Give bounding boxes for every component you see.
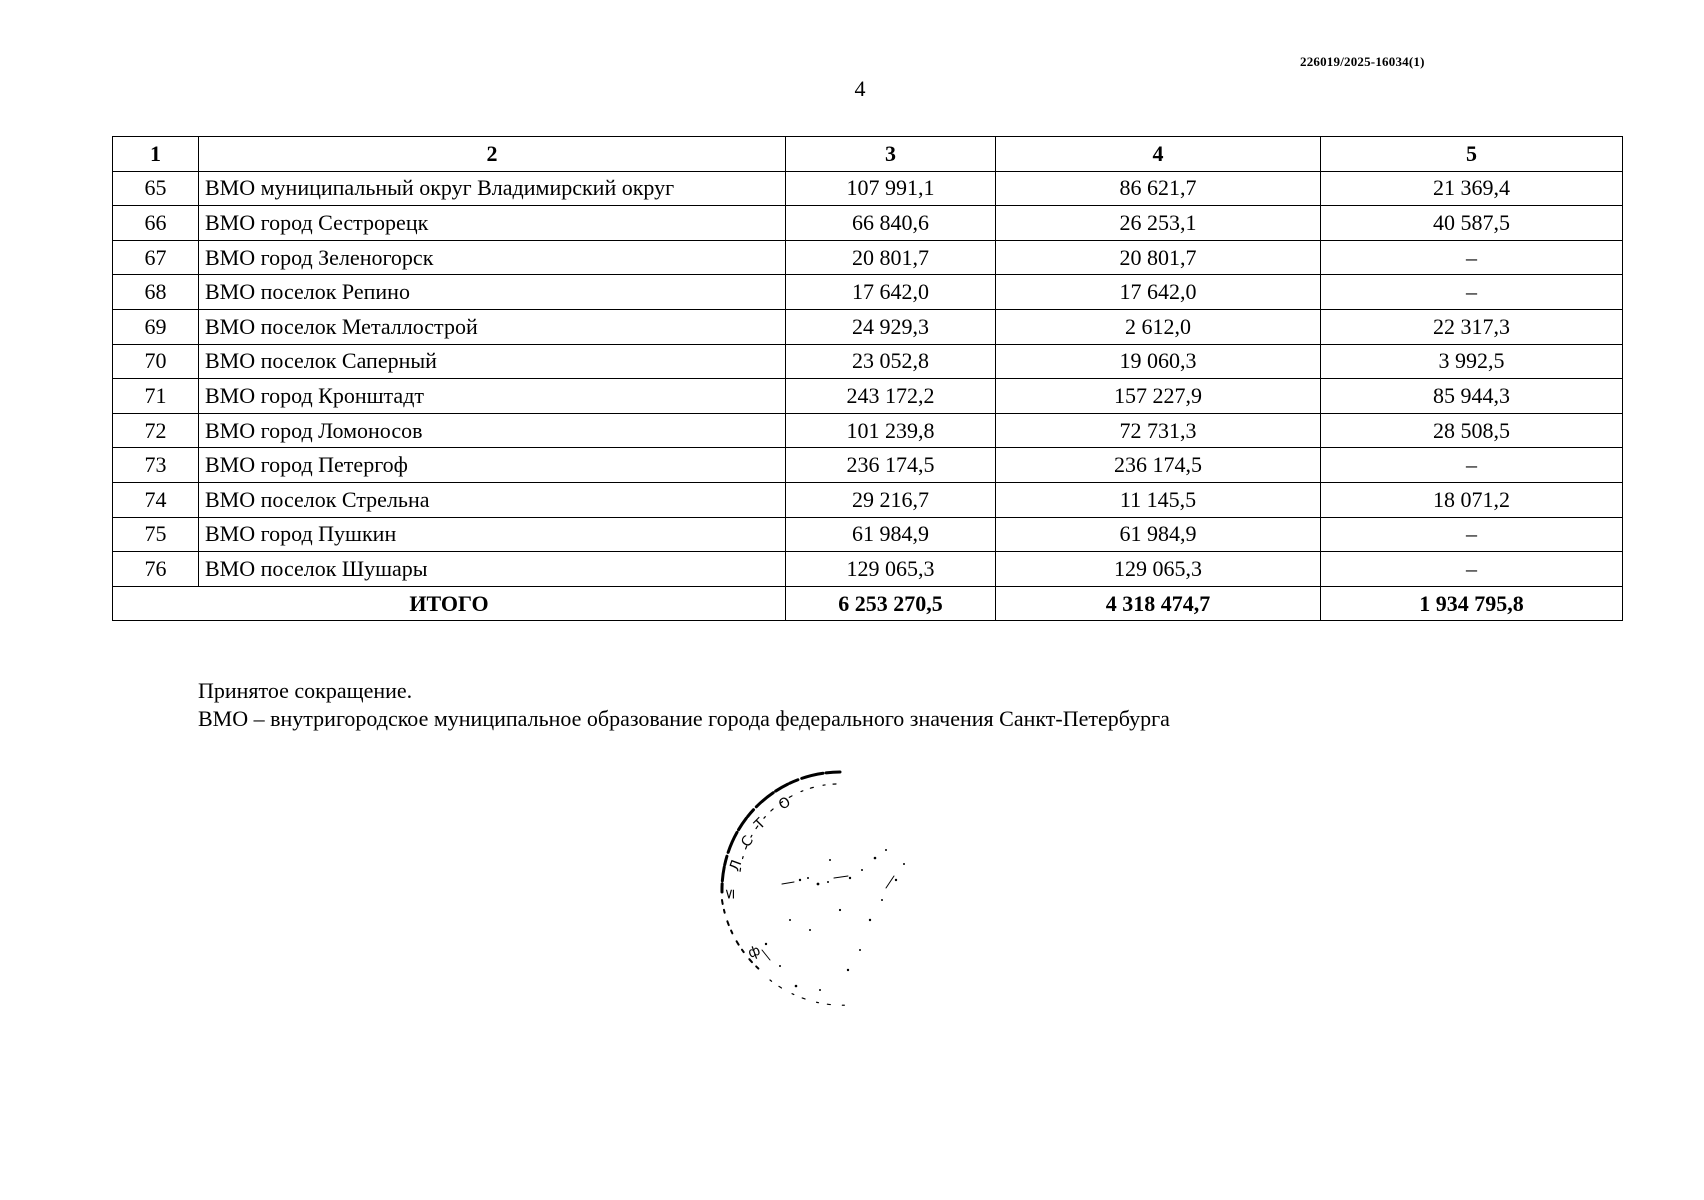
column-5-value: – bbox=[1321, 240, 1623, 275]
column-header: 3 bbox=[786, 137, 996, 172]
row-number: 66 bbox=[113, 206, 199, 241]
municipality-name: ВМО поселок Металлострой bbox=[199, 309, 786, 344]
column-3-value: 20 801,7 bbox=[786, 240, 996, 275]
row-number: 74 bbox=[113, 482, 199, 517]
row-number: 65 bbox=[113, 171, 199, 206]
column-5-value: 85 944,3 bbox=[1321, 379, 1623, 414]
column-4-value: 157 227,9 bbox=[996, 379, 1321, 414]
column-5-value: 18 071,2 bbox=[1321, 482, 1623, 517]
column-4-value: 129 065,3 bbox=[996, 552, 1321, 587]
row-number: 75 bbox=[113, 517, 199, 552]
abbreviation-note-title: Принятое сокращение. bbox=[198, 678, 413, 703]
table-row bbox=[113, 309, 1623, 344]
column-5-value: 21 369,4 bbox=[1321, 171, 1623, 206]
column-5-value: 40 587,5 bbox=[1321, 206, 1623, 241]
municipality-name: ВМО город Зеленогорск bbox=[199, 240, 786, 275]
svg-text:≤: ≤ bbox=[722, 888, 738, 900]
total-column-3: 6 253 270,5 bbox=[786, 586, 996, 621]
data-table-container bbox=[112, 136, 1622, 621]
column-4-value: 236 174,5 bbox=[996, 448, 1321, 483]
column-header: 5 bbox=[1321, 137, 1623, 172]
column-5-value: – bbox=[1321, 448, 1623, 483]
column-3-value: 236 174,5 bbox=[786, 448, 996, 483]
column-3-value: 243 172,2 bbox=[786, 379, 996, 414]
document-id: 226019/2025-16034(1) bbox=[1300, 54, 1425, 69]
total-column-4: 4 318 474,7 bbox=[996, 586, 1321, 621]
column-3-value: 129 065,3 bbox=[786, 552, 996, 587]
official-stamp bbox=[700, 760, 960, 1020]
column-3-value: 107 991,1 bbox=[786, 171, 996, 206]
svg-text:О: О bbox=[776, 794, 794, 814]
row-number: 76 bbox=[113, 552, 199, 587]
table-row bbox=[113, 517, 1623, 552]
column-3-value: 24 929,3 bbox=[786, 309, 996, 344]
total-label: ИТОГО bbox=[113, 586, 786, 621]
column-3-value: 23 052,8 bbox=[786, 344, 996, 379]
municipality-name: ВМО город Сестрорецк bbox=[199, 206, 786, 241]
svg-text:Л: Л bbox=[726, 857, 746, 874]
column-header: 2 bbox=[199, 137, 786, 172]
column-4-value: 2 612,0 bbox=[996, 309, 1321, 344]
column-header: 4 bbox=[996, 137, 1321, 172]
column-5-value: 22 317,3 bbox=[1321, 309, 1623, 344]
data-table bbox=[112, 136, 1623, 621]
municipality-name: ВМО город Пушкин bbox=[199, 517, 786, 552]
column-4-value: 20 801,7 bbox=[996, 240, 1321, 275]
column-3-value: 66 840,6 bbox=[786, 206, 996, 241]
table-row bbox=[113, 240, 1623, 275]
table-row bbox=[113, 206, 1623, 241]
municipality-name: ВМО город Петергоф bbox=[199, 448, 786, 483]
column-5-value: – bbox=[1321, 552, 1623, 587]
row-number: 72 bbox=[113, 413, 199, 448]
row-number: 67 bbox=[113, 240, 199, 275]
total-column-5: 1 934 795,8 bbox=[1321, 586, 1623, 621]
column-3-value: 61 984,9 bbox=[786, 517, 996, 552]
table-row bbox=[113, 448, 1623, 483]
table-header-row bbox=[113, 137, 1623, 172]
table-row bbox=[113, 379, 1623, 414]
column-4-value: 19 060,3 bbox=[996, 344, 1321, 379]
municipality-name: ВМО поселок Саперный bbox=[199, 344, 786, 379]
table-row bbox=[113, 344, 1623, 379]
row-number: 69 bbox=[113, 309, 199, 344]
column-3-value: 17 642,0 bbox=[786, 275, 996, 310]
page-number: 4 bbox=[854, 76, 866, 101]
table-row bbox=[113, 482, 1623, 517]
table-row bbox=[113, 275, 1623, 310]
svg-text:С: С bbox=[738, 833, 757, 851]
column-5-value: – bbox=[1321, 517, 1623, 552]
column-5-value: 28 508,5 bbox=[1321, 413, 1623, 448]
municipality-name: ВМО город Кронштадт bbox=[199, 379, 786, 414]
row-number: 71 bbox=[113, 379, 199, 414]
column-4-value: 17 642,0 bbox=[996, 275, 1321, 310]
column-5-value: – bbox=[1321, 275, 1623, 310]
column-header: 1 bbox=[113, 137, 199, 172]
municipality-name: ВМО поселок Шушары bbox=[199, 552, 786, 587]
table-row bbox=[113, 552, 1623, 587]
column-4-value: 72 731,3 bbox=[996, 413, 1321, 448]
column-5-value: 3 992,5 bbox=[1321, 344, 1623, 379]
abbreviation-note-body: ВМО – внутригородское муниципальное образование города федерального значения Санкт-Петербурга bbox=[198, 706, 1170, 731]
svg-text:Т: Т bbox=[751, 815, 769, 833]
municipality-name: ВМО город Ломоносов bbox=[199, 413, 786, 448]
column-4-value: 61 984,9 bbox=[996, 517, 1321, 552]
total-row bbox=[113, 586, 1623, 621]
table-row bbox=[113, 413, 1623, 448]
column-3-value: 101 239,8 bbox=[786, 413, 996, 448]
row-number: 73 bbox=[113, 448, 199, 483]
column-3-value: 29 216,7 bbox=[786, 482, 996, 517]
column-4-value: 11 145,5 bbox=[996, 482, 1321, 517]
column-4-value: 86 621,7 bbox=[996, 171, 1321, 206]
row-number: 68 bbox=[113, 275, 199, 310]
table-row bbox=[113, 171, 1623, 206]
municipality-name: ВМО муниципальный округ Владимирский округ bbox=[199, 171, 786, 206]
municipality-name: ВМО поселок Репино bbox=[199, 275, 786, 310]
svg-text:ф: ф bbox=[745, 942, 763, 962]
municipality-name: ВМО поселок Стрельна bbox=[199, 482, 786, 517]
row-number: 70 bbox=[113, 344, 199, 379]
column-4-value: 26 253,1 bbox=[996, 206, 1321, 241]
